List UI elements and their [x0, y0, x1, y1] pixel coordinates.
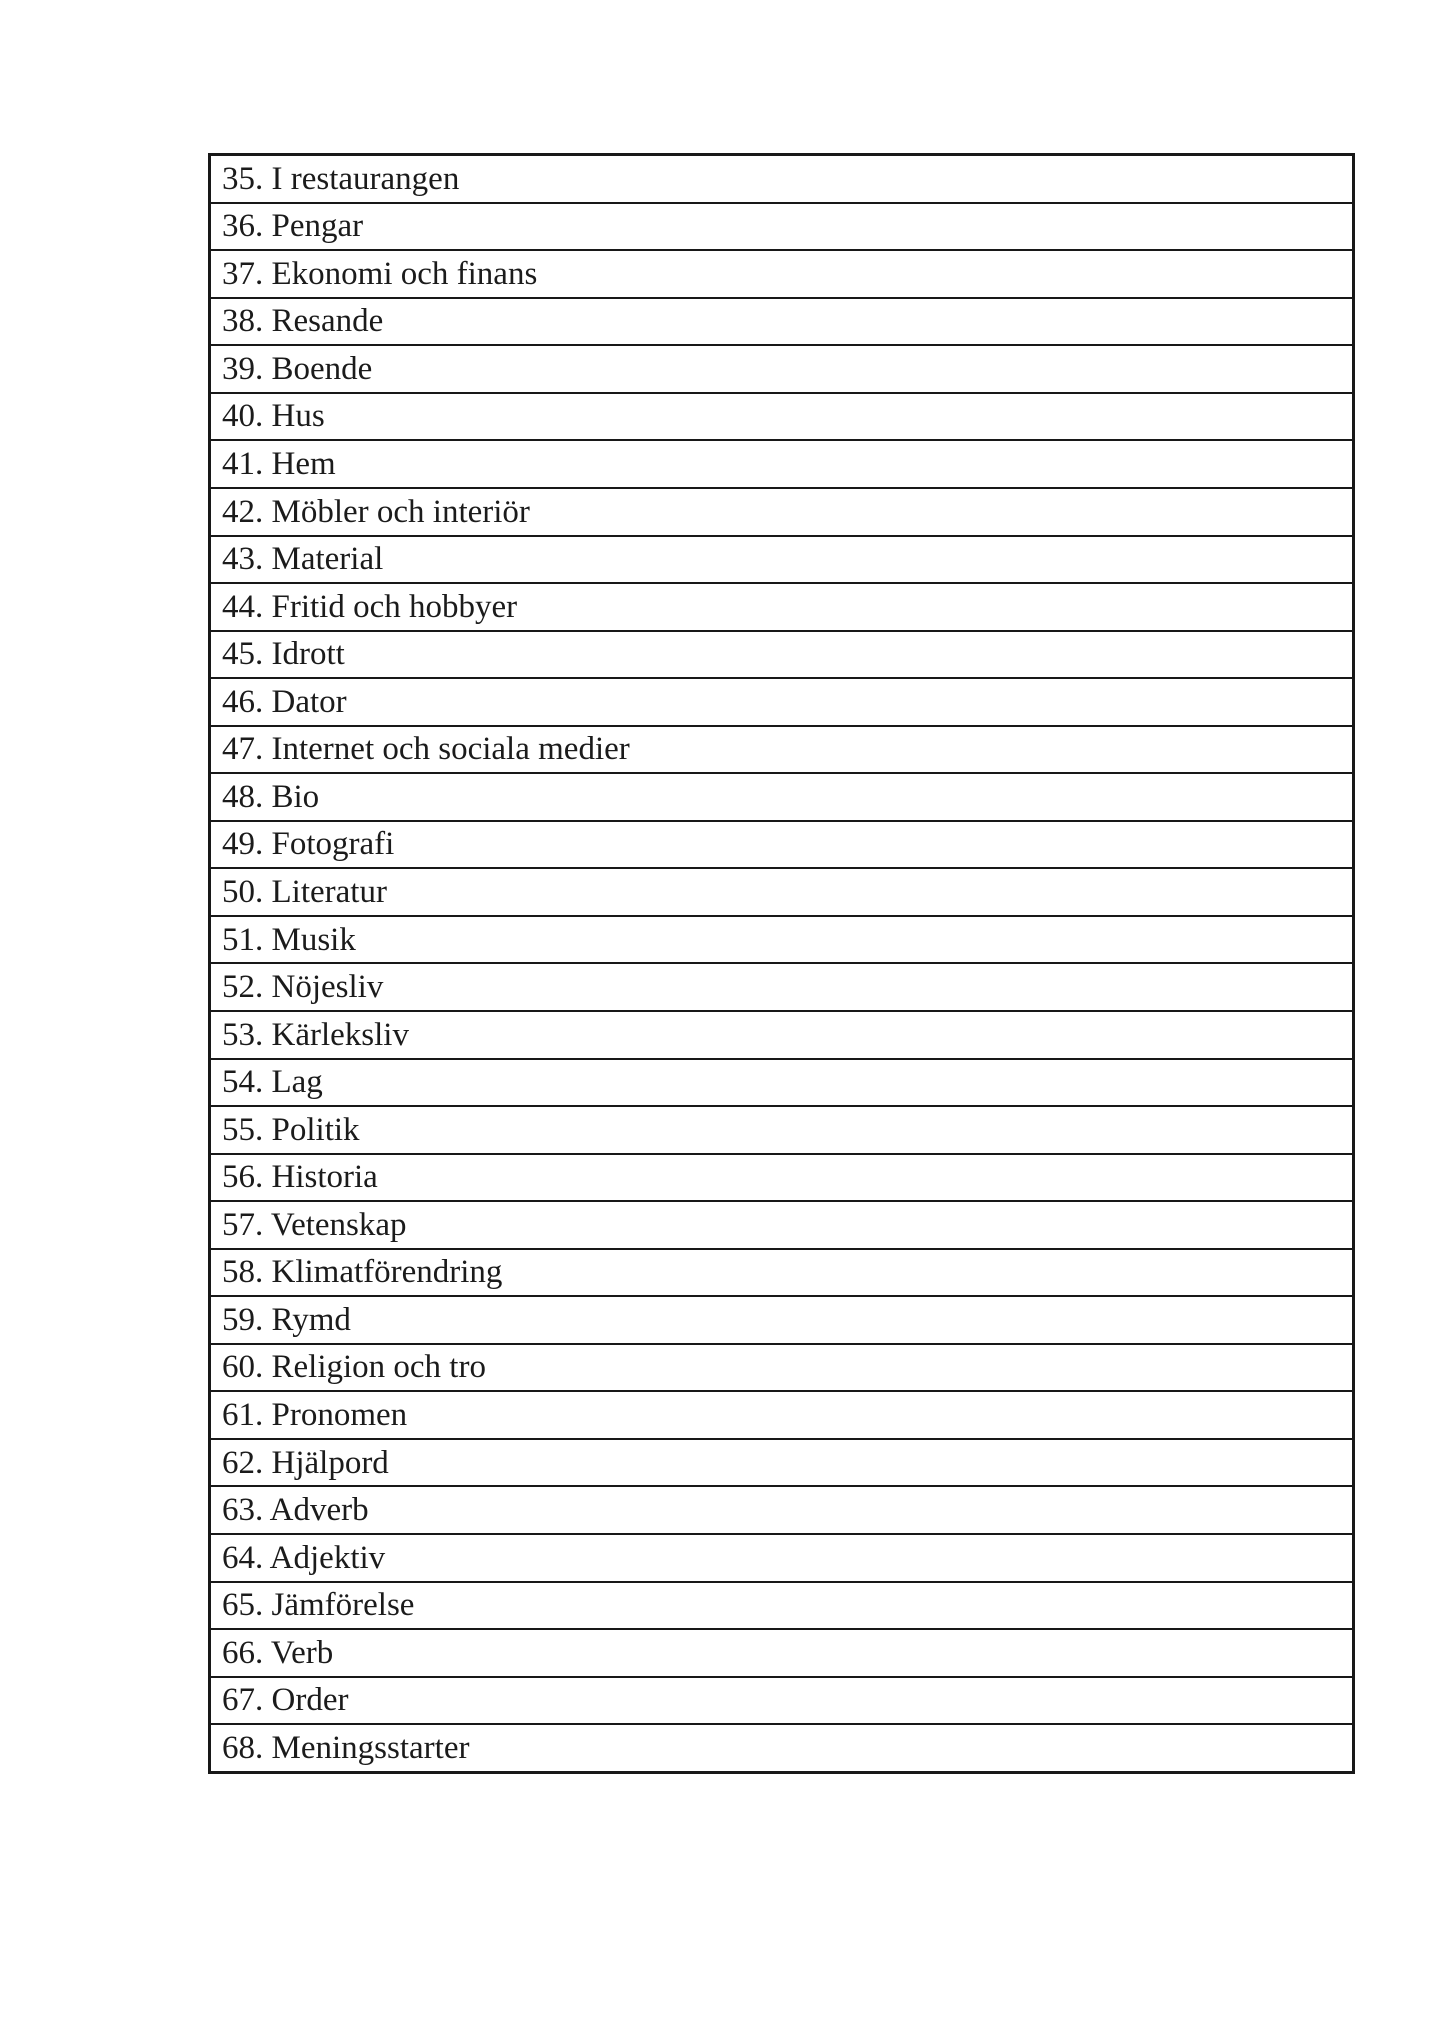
table-row: [210, 1724, 1354, 1772]
toc-entry: 63. Adverb: [210, 1486, 1354, 1534]
toc-entry: 39. Boende: [210, 345, 1354, 393]
toc-entry: 35. I restaurangen: [210, 155, 1354, 203]
toc-entry: 62. Hjälpord: [210, 1439, 1354, 1487]
table-row: [210, 916, 1354, 964]
toc-entry: 52. Nöjesliv: [210, 963, 1354, 1011]
table-row: [210, 1249, 1354, 1297]
toc-entry: 36. Pengar: [210, 203, 1354, 251]
table-row: [210, 345, 1354, 393]
table-row: [210, 821, 1354, 869]
toc-entry: 47. Internet och sociala medier: [210, 726, 1354, 774]
toc-entry: 41. Hem: [210, 440, 1354, 488]
toc-entry: 57. Vetenskap: [210, 1201, 1354, 1249]
table-row: [210, 1011, 1354, 1059]
table-row: [210, 203, 1354, 251]
toc-entry: 49. Fotografi: [210, 821, 1354, 869]
toc-entry: 51. Musik: [210, 916, 1354, 964]
toc-entry: 48. Bio: [210, 773, 1354, 821]
toc-entry: 67. Order: [210, 1677, 1354, 1725]
toc-entry: 38. Resande: [210, 298, 1354, 346]
table-row: [210, 868, 1354, 916]
toc-entry: 42. Möbler och interiör: [210, 488, 1354, 536]
contents-table: [208, 153, 1355, 1774]
table-row: [210, 1296, 1354, 1344]
table-row: [210, 1201, 1354, 1249]
table-row: [210, 155, 1354, 203]
table-row: [210, 678, 1354, 726]
toc-entry: 44. Fritid och hobbyer: [210, 583, 1354, 631]
table-row: [210, 298, 1354, 346]
table-row: [210, 1344, 1354, 1392]
toc-entry: 55. Politik: [210, 1106, 1354, 1154]
toc-entry: 40. Hus: [210, 393, 1354, 441]
toc-entry: 66. Verb: [210, 1629, 1354, 1677]
toc-entry: 61. Pronomen: [210, 1391, 1354, 1439]
toc-entry: 45. Idrott: [210, 631, 1354, 679]
toc-entry: 43. Material: [210, 536, 1354, 584]
table-row: [210, 726, 1354, 774]
toc-entry: 46. Dator: [210, 678, 1354, 726]
toc-entry: 50. Literatur: [210, 868, 1354, 916]
toc-entry: 54. Lag: [210, 1059, 1354, 1107]
table-row: [210, 1582, 1354, 1630]
table-row: [210, 393, 1354, 441]
toc-entry: 37. Ekonomi och finans: [210, 250, 1354, 298]
contents-table-body: [210, 155, 1354, 1773]
table-row: [210, 440, 1354, 488]
table-row: [210, 250, 1354, 298]
table-row: [210, 631, 1354, 679]
toc-entry: 65. Jämförelse: [210, 1582, 1354, 1630]
table-row: [210, 1534, 1354, 1582]
table-row: [210, 1106, 1354, 1154]
toc-entry: 59. Rymd: [210, 1296, 1354, 1344]
table-row: [210, 1059, 1354, 1107]
toc-entry: 53. Kärleksliv: [210, 1011, 1354, 1059]
table-row: [210, 536, 1354, 584]
toc-entry: 68. Meningsstarter: [210, 1724, 1354, 1772]
toc-entry: 60. Religion och tro: [210, 1344, 1354, 1392]
table-row: [210, 1391, 1354, 1439]
table-row: [210, 1439, 1354, 1487]
table-row: [210, 583, 1354, 631]
toc-entry: 56. Historia: [210, 1154, 1354, 1202]
table-row: [210, 773, 1354, 821]
table-row: [210, 1154, 1354, 1202]
toc-entry: 64. Adjektiv: [210, 1534, 1354, 1582]
table-row: [210, 1677, 1354, 1725]
table-row: [210, 1486, 1354, 1534]
table-row: [210, 963, 1354, 1011]
toc-entry: 58. Klimatförendring: [210, 1249, 1354, 1297]
table-row: [210, 1629, 1354, 1677]
table-row: [210, 488, 1354, 536]
